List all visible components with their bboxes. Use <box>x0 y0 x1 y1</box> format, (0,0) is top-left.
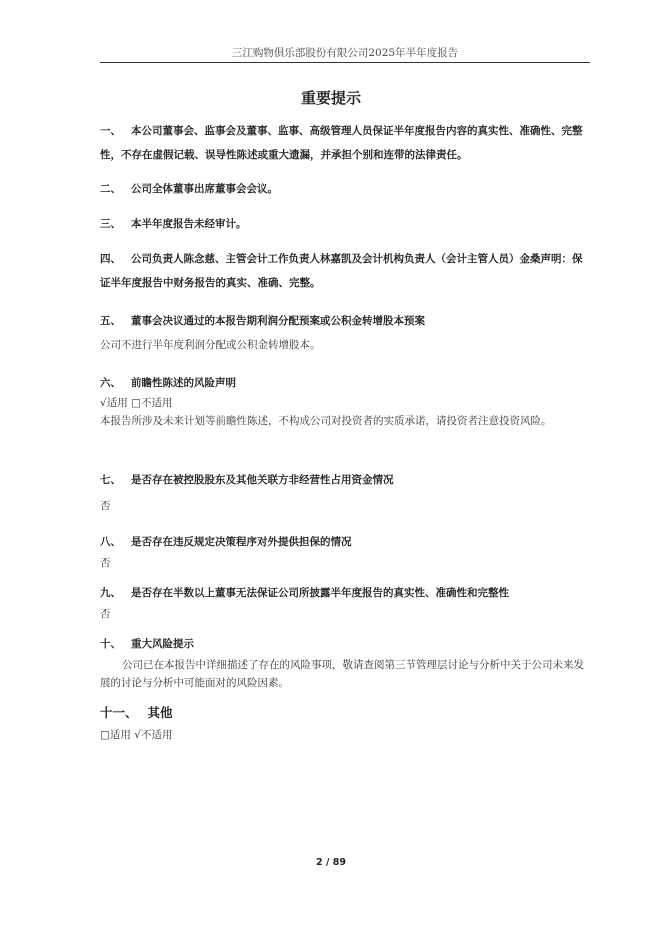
section-9-body: 否 <box>100 608 111 620</box>
page-number: 2 / 89 <box>316 857 346 868</box>
header-divider <box>100 62 590 63</box>
section-text: 是否存在被控股股东及其他关联方非经营性占用资金情况 <box>131 474 394 486</box>
section-text: 公司负责人陈念慈、主管会计工作负责人林嘉凯及会计机构负责人（会计主管人员）金桑声明：保证半年度报告中财务报告的真实、准确、完整。 <box>100 253 583 289</box>
page-title: 重要提示 <box>300 89 361 107</box>
section-7-body: 否 <box>100 500 111 512</box>
section-text: 前瞻性陈述的风险声明 <box>131 377 236 389</box>
section-6-heading <box>100 375 590 390</box>
section-text: 董事会决议通过的本报告期利润分配预案或公积金转增股本预案 <box>131 315 425 327</box>
section-number: 一、 <box>100 125 121 137</box>
section-number: 六、 <box>100 377 121 389</box>
section-7-heading <box>100 472 590 487</box>
section-3 <box>100 216 590 231</box>
section-text: 本半年度报告未经审计。 <box>131 218 247 230</box>
section-text: 其他 <box>147 705 173 720</box>
section-number: 八、 <box>100 536 121 548</box>
section-6-body: 本报告所涉及未来计划等前瞻性陈述，不构成公司对投资者的实质承诺，请投资者注意投资风险。 <box>100 415 552 427</box>
section-9-heading <box>100 585 590 600</box>
section-11-heading <box>100 703 590 721</box>
section-6-applicability: √适用 □不适用 <box>100 397 173 409</box>
section-number: 四、 <box>100 253 121 265</box>
section-2 <box>100 181 590 196</box>
section-1 <box>100 119 590 167</box>
section-text: 公司全体董事出席董事会会议。 <box>131 183 278 195</box>
section-text: 是否存在违反规定决策程序对外提供担保的情况 <box>131 536 352 548</box>
section-8-heading <box>100 534 590 549</box>
section-text: 本公司董事会、监事会及董事、监事、高级管理人员保证半年度报告内容的真实性、准确性、完整性，不存在虚假记载、误导性陈述或重大遗漏，并承担个别和连带的法律责任。 <box>100 125 583 161</box>
section-text: 重大风险提示 <box>131 638 194 650</box>
section-11-applicability: □适用 √不适用 <box>100 729 173 741</box>
section-number: 九、 <box>100 587 121 599</box>
section-number: 七、 <box>100 474 121 486</box>
section-number: 十、 <box>100 638 121 650</box>
section-4 <box>100 247 590 295</box>
page-header: 三江购物俱乐部股份有限公司2025年半年度报告 <box>231 47 459 59</box>
section-number: 三、 <box>100 218 121 230</box>
section-10-body: 公司已在本报告中详细描述了存在的风险事项，敬请查阅第三节管理层讨论与分析中关于公司未来发展的讨论与分析中可能面对的风险因素。 <box>100 659 584 689</box>
section-5-body: 公司不进行半年度利润分配或公积金转增股本。 <box>100 339 321 351</box>
section-5-heading <box>100 313 590 328</box>
section-8-body: 否 <box>100 557 111 569</box>
section-number: 十一、 <box>100 705 138 720</box>
section-number: 五、 <box>100 315 121 327</box>
section-number: 二、 <box>100 183 121 195</box>
section-10-heading <box>100 636 590 651</box>
section-text: 是否存在半数以上董事无法保证公司所披露半年度报告的真实性、准确性和完整性 <box>131 587 509 599</box>
